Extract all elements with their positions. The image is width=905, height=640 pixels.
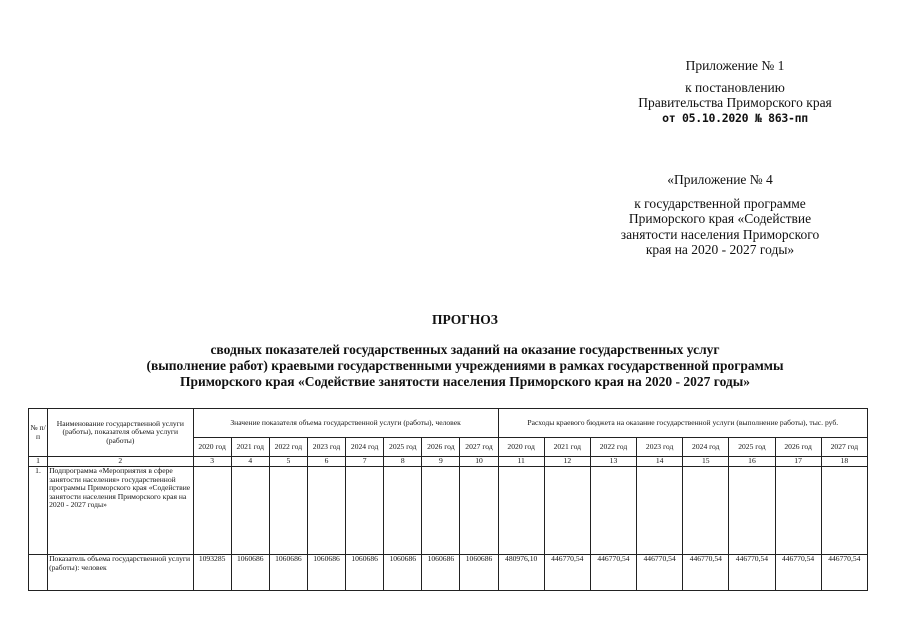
header-year: 2026 год [775,438,821,457]
appendix-4-title: «Приложение № 4 [667,172,773,187]
column-number: 18 [821,457,867,467]
column-number: 9 [422,457,460,467]
empty-cell [346,467,384,555]
empty-cell [821,467,867,555]
appendix-4-line: к государственной программе [634,195,806,211]
subprogram-name: Подпрограмма «Мероприятия в сфере занятости населения» государственной программы Приморского края «Содействие занятости населения Приморского края на 2020 - 2027 годы» [48,467,194,555]
expense-value: 446770,54 [590,555,636,591]
column-number: 1 [29,457,48,467]
header-year: 2023 год [637,438,683,457]
appendix-4-line: занятости населения Приморского [620,226,820,242]
column-number: 17 [775,457,821,467]
header-year: 2024 год [683,438,729,457]
header-year: 2026 год [422,438,460,457]
appendix-1-line: к постановлению [685,79,785,95]
empty-cell [775,467,821,555]
header-num: № п/п [29,409,48,457]
empty-cell [683,467,729,555]
document-subtitle-line: Приморского края «Содействие занятости населения Приморского края на 2020 - 2027 годы» [179,374,751,389]
table-row [29,467,868,555]
expense-value: 446770,54 [821,555,867,591]
column-number: 15 [683,457,729,467]
column-number: 5 [269,457,307,467]
volume-value: 1060686 [460,555,498,591]
empty-cell [544,467,590,555]
empty-cell [637,467,683,555]
volume-value: 1060686 [346,555,384,591]
header-name: Наименование государственной услуги (работы), показателя объема услуги (работы) [48,409,194,457]
column-number: 14 [637,457,683,467]
appendix-4-line: Приморского края «Содействие [628,211,812,226]
header-year: 2025 год [384,438,422,457]
volume-value: 1093285 [193,555,231,591]
row-num: 1. [29,467,48,555]
document-title: ПРОГНОЗ [432,312,498,327]
column-number: 3 [193,457,231,467]
empty-cell [269,467,307,555]
header-volume-group: Значение показателя объема государственной услуги (работы), человек [193,409,498,438]
appendix-4-line: края на 2020 - 2027 годы» [645,242,795,257]
empty-cell [307,467,345,555]
expense-value: 446770,54 [775,555,821,591]
header-year: 2021 год [231,438,269,457]
empty-cell [729,467,775,555]
volume-value: 1060686 [384,555,422,591]
indicator-name: Показатель объема государственной услуги (работы): человек [48,555,194,591]
empty-cell [498,467,544,555]
empty-cell [193,467,231,555]
header-year: 2022 год [269,438,307,457]
volume-value: 1060686 [422,555,460,591]
expense-value: 446770,54 [544,555,590,591]
appendix-1-block [585,58,885,126]
column-number: 2 [48,457,194,467]
appendix-1-line: Правительства Приморского края [638,95,832,110]
column-number: 7 [346,457,384,467]
column-number: 11 [498,457,544,467]
header-year: 2024 год [346,438,384,457]
empty-cell [590,467,636,555]
empty-cell [384,467,422,555]
header-year: 2027 год [821,438,867,457]
row-num [29,555,48,591]
empty-cell [422,467,460,555]
expense-value: 480976,10 [498,555,544,591]
header-year: 2020 год [193,438,231,457]
header-year: 2021 год [544,438,590,457]
expense-value: 446770,54 [637,555,683,591]
column-number: 13 [590,457,636,467]
table-row [29,555,868,591]
document-subtitle-line: сводных показателей государственных заданий на оказание государственных услуг [210,342,720,357]
forecast-table [28,408,868,591]
header-year: 2025 год [729,438,775,457]
volume-value: 1060686 [269,555,307,591]
header-year: 2020 год [498,438,544,457]
volume-value: 1060686 [231,555,269,591]
appendix-1-title: Приложение № 1 [685,58,785,73]
decree-reference: от 05.10.2020 № 863-пп [662,110,808,125]
column-number: 8 [384,457,422,467]
appendix-4-block [570,172,870,258]
header-year: 2027 год [460,438,498,457]
empty-cell [231,467,269,555]
document-heading [40,312,890,390]
volume-value: 1060686 [307,555,345,591]
header-expenses-group: Расходы краевого бюджета на оказание государственной услуги (выполнение работы), тыс. руб. [498,409,867,438]
column-number: 10 [460,457,498,467]
column-number: 6 [307,457,345,467]
document-subtitle-line: (выполнение работ) краевыми государственными учреждениями в рамках государственной программы [146,358,784,373]
header-year: 2023 год [307,438,345,457]
column-number: 16 [729,457,775,467]
expense-value: 446770,54 [729,555,775,591]
expense-value: 446770,54 [683,555,729,591]
empty-cell [460,467,498,555]
column-number: 12 [544,457,590,467]
column-number: 4 [231,457,269,467]
header-year: 2022 год [590,438,636,457]
